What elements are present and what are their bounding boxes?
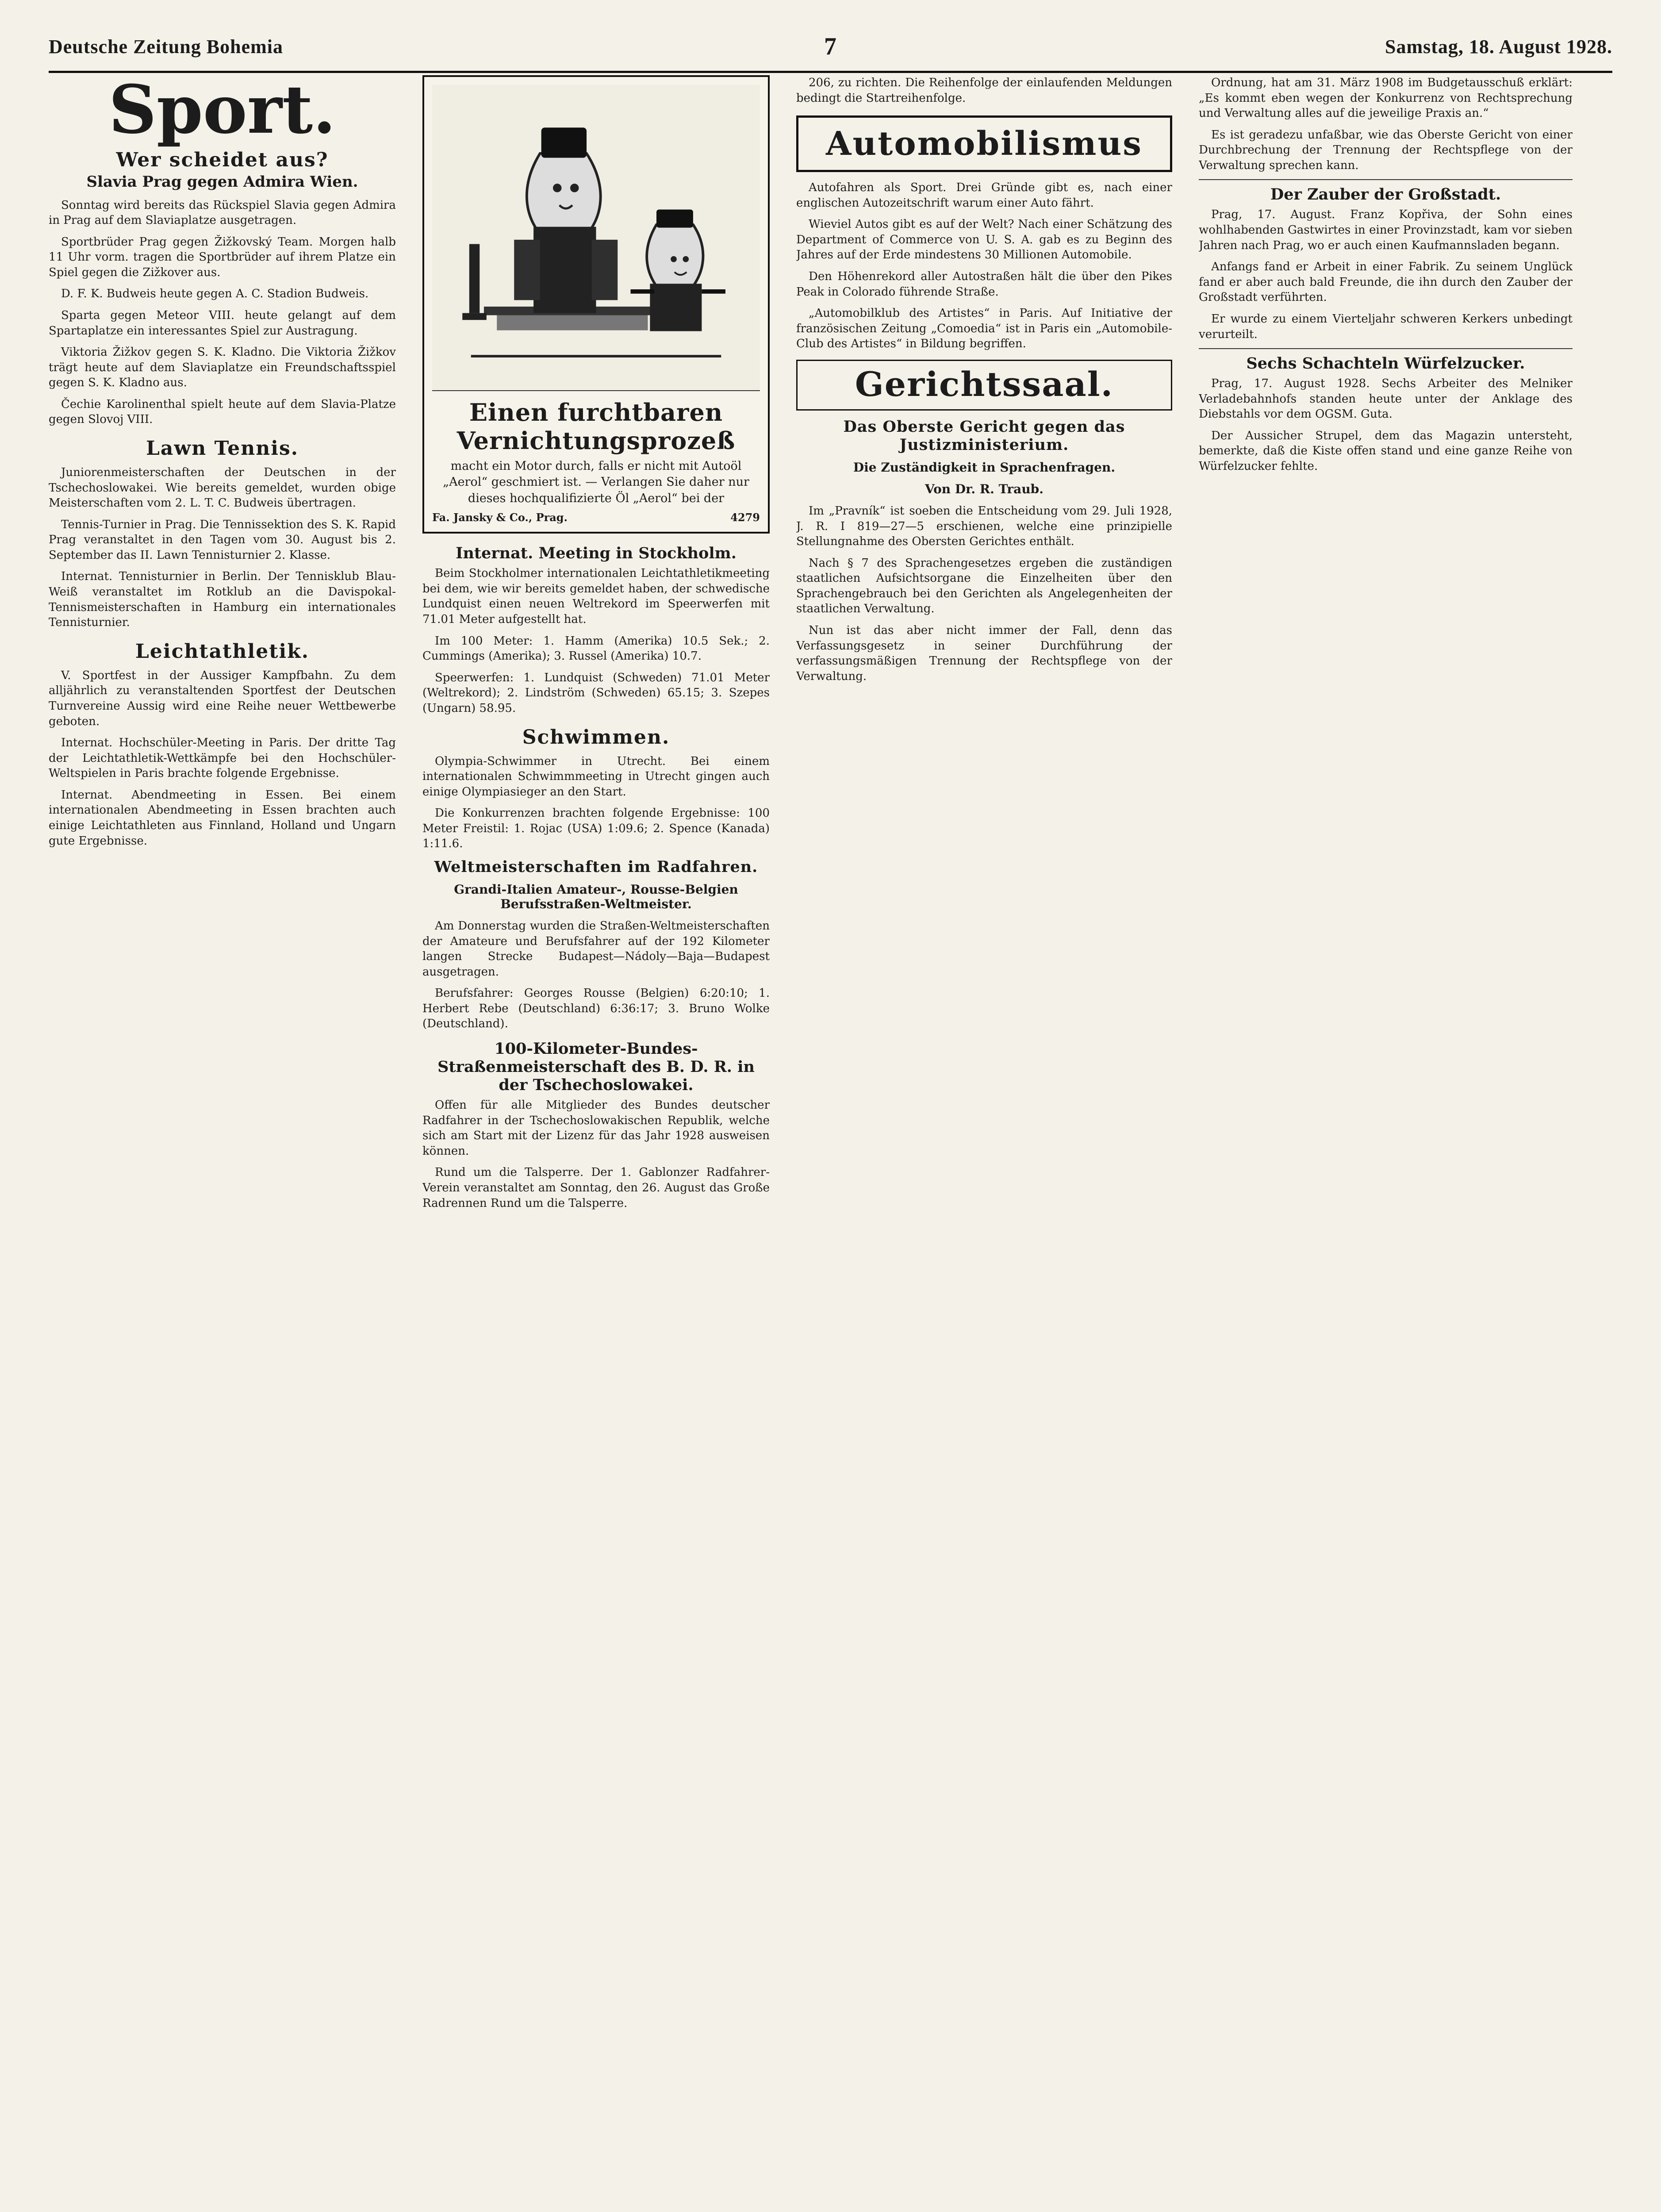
advertisement-illustration bbox=[432, 85, 760, 391]
court-paragraph-1: Im „Pravník“ ist soeben die Entscheidung vom 29. Juli 1928, J. R. I 819—27—5 erschienen, welche eine prinzipielle Stellungnahme des Obersten Gerichtes enthält. bbox=[796, 504, 1172, 549]
swimming-paragraph-1: Olympia-Schwimmer in Utrecht. Bei einem internationalen Schwimmmeeting in Utrecht gingen auch einige Olympiasieger an den Start. bbox=[422, 754, 770, 799]
sport-masthead: Sport. bbox=[108, 75, 336, 149]
cycling-section-title: Weltmeisterschaften im Radfahren. bbox=[434, 857, 758, 876]
bdr-paragraph: Offen für alle Mitglieder des Bundes deutscher Radfahrer in der Tschechoslowakischen Republik, welche sich am Start mit der Lizenz für das Jahr 1928 ausweisen können. bbox=[422, 1098, 770, 1158]
sechs-paragraph-2: Der Aussicher Strupel, dem das Magazin untersteht, bemerkte, daß die Kiste offen stand und eine ganze Reihe von Würfelzucker fehlte. bbox=[1199, 429, 1573, 473]
athletics-section-title: Leichtathletik. bbox=[135, 640, 310, 663]
section-divider bbox=[1199, 179, 1573, 180]
advertisement-text: macht ein Motor durch, falls er nicht mit Autoöl „Aerol“ geschmiert ist. — Verlangen Sie daher nur dieses hochqualifizierte Öl „Aerol“ bei der bbox=[443, 459, 749, 505]
automobilismus-paragraph-2: Wieviel Autos gibt es auf der Welt? Nach einer Schätzung des Department of Commerce von U. S. A. gab es zu Beginn des Jahres auf der Erde mindestens 30 Millionen Automobile. bbox=[796, 218, 1172, 262]
court-banner: Gerichtssaal. bbox=[796, 360, 1172, 411]
sport-subhead: Wer scheidet aus? bbox=[116, 148, 329, 171]
header-left: Deutsche Zeitung Bohemia bbox=[49, 35, 283, 58]
stockholm-meeting-title: Internat. Meeting in Stockholm. bbox=[456, 544, 737, 563]
automobilismus-paragraph-1: Autofahren als Sport. Drei Gründe gibt es, nach einer englischen Autozeitschrift warum einer Auto fährt. bbox=[796, 181, 1172, 210]
athletics-paragraph-1: V. Sportfest in der Aussiger Kampfbahn. Zu dem alljährlich zu veranstaltenden Sportfest der Deutschen Turnvereine Aussig wird eine Reihe neuer Wettbewerbe geboten. bbox=[49, 668, 396, 728]
court-subtitle: Die Zuständigkeit in Sprachenfragen. bbox=[853, 460, 1116, 475]
stockholm-paragraph-2: Im 100 Meter: 1. Hamm (Amerika) 10.5 Sek.; 2. Cummings (Amerika); 3. Russel (Amerika) 10.7. bbox=[422, 634, 770, 663]
advertisement-and-sports-column bbox=[422, 75, 770, 2212]
sport-paragraph-1: Sonntag wird bereits das Rückspiel Slavia gegen Admira in Prag auf dem Slaviaplatze ausgetragen. bbox=[49, 198, 396, 227]
advertisement-title: Einen furchtbaren Vernichtungsprozeß bbox=[456, 398, 736, 455]
zauber-section-title: Der Zauber der Großstadt. bbox=[1270, 185, 1501, 204]
col3-opening-paragraph: 206, zu richten. Die Reihenfolge der einlaufenden Meldungen bedingt die Startreihenfolge. bbox=[796, 76, 1172, 105]
court-paragraph-3: Nun ist das aber nicht immer der Fall, denn das Verfassungsgesetz in seiner Durchführung der verfassungsmäßigen Trennung der Rechtspflege von der Verwaltung. bbox=[796, 623, 1172, 683]
cartoon-illustration-icon bbox=[432, 85, 760, 390]
cycling-paragraph-2: Berufsfahrer: Georges Rousse (Belgien) 6:20:10; 1. Herbert Rebe (Deutschland) 6:36:17; 3. Bruno Wolke (Deutschland). bbox=[422, 987, 770, 1031]
advertisement-footer bbox=[432, 511, 760, 524]
court-title: Das Oberste Gericht gegen das Justizministerium. bbox=[843, 417, 1125, 454]
sport-paragraph-3: D. F. K. Budweis heute gegen A. C. Stadion Budweis. bbox=[61, 287, 369, 301]
sechs-section-title: Sechs Schachteln Würfelzucker. bbox=[1246, 354, 1525, 373]
sechs-paragraph-1: Prag, 17. August 1928. Sechs Arbeiter des Melniker Verladebahnhofs standen heute unter der Anklage des Diebstahls vor dem OGSM. Guta. bbox=[1199, 377, 1573, 421]
zauber-paragraph-2: Anfangs fand er Arbeit in einer Fabrik. Zu seinem Unglück fand er aber auch bald Freunde, die ihn durch den Zauber der Großstadt verführten. bbox=[1199, 260, 1573, 304]
city-paragraph-1: Ordnung, hat am 31. März 1908 im Budgetausschuß erklärt: „Es kommt eben wegen der Konkurrenz von Rechtsprechung und Verwaltung alles auf die jeweilige Praxis an.“ bbox=[1199, 76, 1573, 120]
swimming-paragraph-2: Die Konkurrenzen brachten folgende Ergebnisse: 100 Meter Freistil: 1. Rojac (USA) 1:09.6; 2. Spence (Kanada) 1:11.6. bbox=[422, 806, 770, 851]
bdr-section-title: 100-Kilometer-Bundes-Straßenmeisterschaft des B. D. R. in der Tschechoslowakei. bbox=[437, 1040, 755, 1094]
stockholm-paragraph-3: Speerwerfen: 1. Lundquist (Schweden) 71.01 Meter (Weltrekord); 2. Lindström (Schweden) 65.15; 3. Szepes (Ungarn) 58.95. bbox=[422, 671, 770, 715]
sport-paragraph-4: Sparta gegen Meteor VIII. heute gelangt auf dem Spartaplatze ein interessantes Spiel zur Austragung. bbox=[49, 308, 396, 338]
court-byline: Von Dr. R. Traub. bbox=[924, 481, 1044, 496]
tennis-paragraph-2: Tennis-Turnier in Prag. Die Tennissektion des S. K. Rapid Prag veranstaltet in den Tagen vom 30. August bis 2. September das II. Lawn Tennisturnier 2. Klasse. bbox=[49, 518, 396, 562]
cycling-paragraph-1: Am Donnerstag wurden die Straßen-Weltmeisterschaften der Amateure und Berufsfahrer auf der 192 Kilometer langen Strecke Budapest—Nádoly—Baja—Budapest ausgetragen. bbox=[422, 919, 770, 979]
automobilismus-paragraph-4: „Automobilklub des Artistes“ in Paris. Auf Initiative der französischen Zeitung „Comoedia“ ist in Paris ein „Automobile-Club des Artistes“ in Bildung begriffen. bbox=[796, 307, 1172, 351]
city-paragraph-2: Es ist geradezu unfaßbar, wie das Oberste Gericht von einer Durchbrechung der Trennung der Rechtspflege von der Verwaltung sprechen kann. bbox=[1199, 128, 1573, 172]
header-right: Samstag, 18. August 1928. bbox=[1385, 35, 1612, 58]
automobilismus-paragraph-3: Den Höhenrekord aller Autostraßen hält die über den Pikes Peak in Colorado führende Straße. bbox=[796, 270, 1172, 299]
cycling-subheading: Grandi-Italien Amateur-, Rousse-Belgien Berufsstraßen-Weltmeister. bbox=[454, 882, 738, 911]
city-news-column bbox=[1199, 75, 1573, 2212]
automobilismus-banner: Automobilismus bbox=[796, 115, 1172, 172]
sport-paragraph-2: Sportbrüder Prag gegen Žižkovský Team. Morgen halb 11 Uhr vorm. tragen die Sportbrüder auf ihrem Platze ein Spiel gegen die Zižkover aus. bbox=[49, 235, 396, 279]
athletics-paragraph-3: Internat. Abendmeeting in Essen. Bei einem internationalen Abendmeeting in Essen brachten auch einige Leichtathleten aus Finnland, Holland und Ungarn gute Ergebnisse. bbox=[49, 788, 396, 848]
motor-oil-advertisement bbox=[422, 75, 770, 534]
advertisement-company: Fa. Jansky & Co., Prag. bbox=[432, 511, 568, 524]
stockholm-paragraph-1: Beim Stockholmer internationalen Leichtathletikmeeting bei dem, wie wir bereits gemeldet haben, der schwedische Lundquist einen neuen Weltrekord im Speerwerfen mit 71.01 Meter aufgestellt hat. bbox=[422, 567, 770, 626]
athletics-paragraph-2: Internat. Hochschüler-Meeting in Paris. Der dritte Tag der Leichtathletik-Wettkämpfe bei den Hochschüler-Weltspielen in Paris brachte folgende Ergebnisse. bbox=[49, 736, 396, 780]
gablonz-paragraph: Rund um die Talsperre. Der 1. Gablonzer Radfahrer-Verein veranstaltet am Sonntag, den 26. August das Große Radrennen Rund um die Talsperre. bbox=[422, 1166, 770, 1210]
auto-and-court-column bbox=[796, 75, 1172, 2212]
advertisement-number: 4279 bbox=[730, 511, 760, 524]
zauber-paragraph-3: Er wurde zu einem Vierteljahr schweren Kerkers unbedingt verurteilt. bbox=[1199, 312, 1573, 341]
sport-column bbox=[49, 75, 396, 2212]
page-header bbox=[49, 22, 1612, 73]
section-divider-2 bbox=[1199, 348, 1573, 349]
sport-paragraph-6: Čechie Karolinenthal spielt heute auf dem Slavia-Platze gegen Slovoj VIII. bbox=[49, 397, 396, 426]
court-paragraph-2: Nach § 7 des Sprachengesetzes ergeben die zuständigen staatlichen Aufsichtsorgane die Einzelheiten über den Sprachengebrauch bei den Gerichten als Angelegenheiten der staatlichen Verwaltung. bbox=[796, 556, 1172, 616]
sport-paragraph-5: Viktoria Žižkov gegen S. K. Kladno. Die Viktoria Žižkov trägt heute auf dem Slaviaplatze ein Freundschaftsspiel gegen S. K. Kladno aus. bbox=[49, 346, 396, 390]
tennis-paragraph-3: Internat. Tennisturnier in Berlin. Der Tennisklub Blau-Weiß veranstaltet im Rotklub an die Davispokal-Tennismeisterschaften in Hamburg ein internationales Tennisturnier. bbox=[49, 570, 396, 630]
sport-match-title: Slavia Prag gegen Admira Wien. bbox=[86, 173, 358, 191]
swimming-section-title: Schwimmen. bbox=[522, 726, 670, 749]
column-grid bbox=[49, 75, 1612, 2212]
header-center: 7 bbox=[824, 33, 837, 60]
tennis-section-title: Lawn Tennis. bbox=[146, 437, 299, 460]
zauber-paragraph-1: Prag, 17. August. Franz Kopřiva, der Sohn eines wohlhabenden Gastwirtes in einer Provinzstadt, kam vor sieben Jahren nach Prag, wo er auch einen Kaufmannsladen begann. bbox=[1199, 208, 1573, 252]
tennis-paragraph-1: Juniorenmeisterschaften der Deutschen in der Tschechoslowakei. Wie bereits gemeldet, wurden obige Meisterschaften vom 2. L. T. C. Budweis übertragen. bbox=[49, 466, 396, 510]
